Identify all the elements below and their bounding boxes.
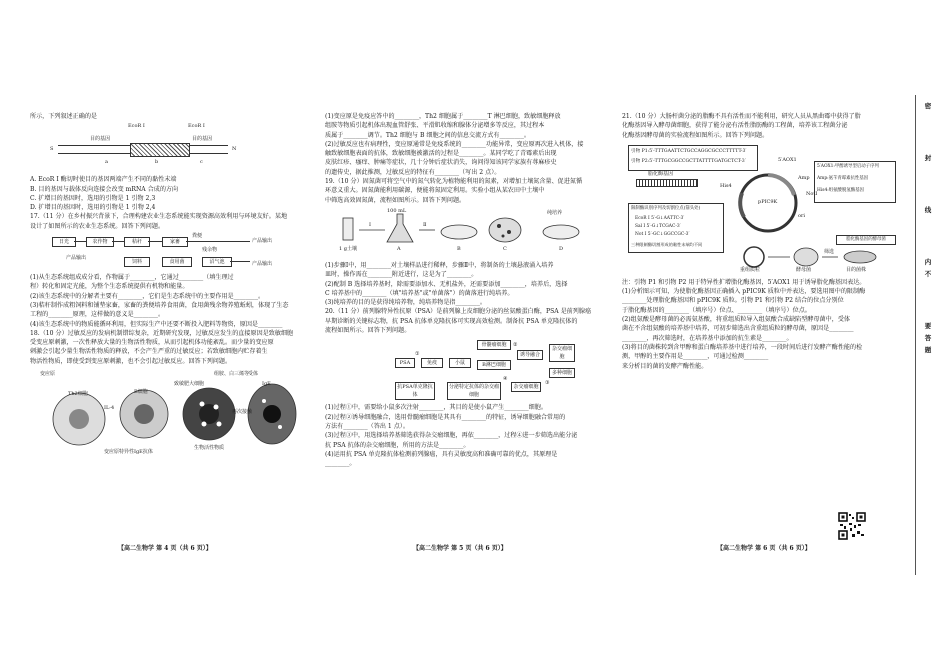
fig16-label-a: a [105,159,108,166]
q21-sub-3: (3)将目的菌株转到含甲醇和蛋白酶培养基中进行培养，一段时间后进行发酵产酶性能的检 [622,343,863,351]
q21-sub-2: (2)组氨酸是酵母菌的必需氨基酸，将重组质粒导入组氨酸合成缺陷型酵母菌中，受体 [622,316,851,324]
seal-char-1: 密 [924,102,932,110]
q17-sub-1: (1)从生态系统组成成分看，作物属于________，它通过________（填生理过 [30,274,234,282]
fig18-label-reexposure: 再次接触 [232,409,253,416]
fig19-label-pure: 纯培养 [547,209,563,216]
figure-16-gene-diagram [50,123,240,173]
q21-sub-2b: 菌在不含组氨酸的培养基中培养，可初步筛选出含重组质粒的酵母菌，原因是________ [622,325,854,333]
q21-sub-3b: 测，甲醇的主要作用是________，可通过检测________ [622,353,769,361]
fig17-box-straw: 秸秆 [124,237,150,247]
q18-sub-2d: 的遗传史，据此推测，过敏反应的特征有________（写出 2 点）。 [325,168,501,176]
fig20-box-immunize: 免疫 [421,358,443,368]
fig17-box-fungi: 食用菌 [162,257,192,267]
q21-stem-2: 化酶基因导入酵母菌细胞，获得了能分泌有活性脂肪酶的工程菌，培养该工程菌分泌 [622,122,848,130]
q20-sub-1: (1)过程①中，需要给小鼠多次注射________，其目的是使小鼠产生________细胞。 [325,404,547,412]
fig18-label-specific-ige: 变应原特异性IgE抗体 [104,449,153,456]
footer-page-5: 【高二生物学 第 5 页（共 6 页）】 [413,545,507,552]
q21-sub-3c: 来分析目的菌的发酵产酶性能。 [622,362,708,370]
fig21-gene-bar [636,179,698,187]
q18-sub-1c: 质属于________调节。Th2 细胞与 B 细胞之间的信息交流方式有________。 [325,131,530,139]
q20-sub-3: (3)过程③中，用选择培养基筛选获得杂交瘤细胞，再依________，过程④进一步筛选出能分泌 [325,432,578,440]
fig21-legend-2: Amp:氨苄青霉素抗性基因 [817,175,869,181]
q19-stem-3: 中筛选高效固氮菌，流程如图所示。回答下列问题。 [325,196,466,204]
fig16-target-gene-box [130,143,190,157]
q18-stem-4: 物活性物质，即使受到变应原刺激，也不会引起过敏反应。回答下列问题。 [30,357,232,365]
fig21-his-label: His4 [720,182,732,189]
footer-page-4: 【高二生物学 第 4 页（共 6 页）】 [118,545,212,552]
q17-sub-4: (4)该生态系统中的物质能循环利用，但实际生产中还要不断投入肥料等物资，原因是________ [30,320,283,328]
q21-sub-1: (1)分析图示可知，为使脂化酶基因正确插入 pPIC9K 质粒中并表达，要选用图中的限制酶 [622,288,866,296]
seal-char-8: 题 [924,346,932,354]
fig21-note: 三种限制酶切割形成的黏性末端均不同 [631,241,703,247]
fig19-label-step2: Ⅱ [423,221,427,228]
seal-char-3: 线 [924,206,932,214]
fig18-label-receptor: 受体 [248,371,259,378]
q21-stem-1: 21.（10 分）大肠杆菌分泌的脂酶不具有活性而不能利用，研究人员从黑曲霉中获得了脂 [622,113,861,120]
q20-stem-3: 流程如图所示。回答下列问题。 [325,327,411,335]
binding-line [915,95,916,575]
seal-char-2: 封 [924,154,932,162]
fig17-output-2: 产品输出 [66,255,87,262]
q18-sub-2: (2)过敏反应也有病理性，变应原通常是免疫系统的________功能异常，变应原再次进入机体，接 [325,140,584,148]
fig16-label-s: S [50,146,54,153]
seal-char-4: 内 [924,258,932,266]
figure-19-isolation-flow [335,208,595,258]
fig20-box-mab: 抗PSA单克隆抗体 [395,382,435,400]
fig17-output-1: 产品输出 [252,238,273,245]
fig19-label-a: A [397,245,401,252]
fig21-restriction-box [628,203,724,253]
fig20-box-mouse: 小鼠 [449,358,471,368]
q17-stem-2: 设计了如图所示的农业生态系统。回答下列问题。 [30,222,165,230]
q20-sub-2b: 方法有________（答出 1 点）。 [325,422,409,430]
fig21-screen2-box: 脂化酶基因的酵母菌 [836,235,896,245]
q21-sub-1b: ________处理脂化酶基因和 pPIC9K 质粒。引物 P1 和引物 P2 结合的位点分别位 [622,297,844,305]
fig17-box-feed: 饲料 [124,257,150,267]
figure-18-allergy [34,369,304,457]
q17-sub-1b: 程）转化和固定光能，为整个生态系统提供有机物和能量。 [30,283,189,291]
fig18-label-il4: IL-4 [104,405,115,412]
fig17-box-biogas: 沼气池 [202,257,232,267]
fig21-primer-p2: 引物 P2:5′-TTTGCGGCCGCTTATTTTGATGCTCT-3′ [631,158,746,164]
exam-sheet [22,112,907,568]
fig17-output-3: 产品输出 [252,261,273,268]
q21-sub-2c: ________，再次筛选时，在培养基中添加的抗生素是________。 [622,334,793,342]
fig20-box-specific-hybridoma: 分泌特定抗体的杂交瘤细胞 [448,384,499,399]
q16-option-a: A. EcoR Ⅰ 酶切时使目的基因两端产生不同的黏性末端 [30,176,177,184]
qr-code-icon [838,512,866,540]
fig16-gene-label2: 目的基因 [192,136,213,143]
fig19-label-c: C [503,245,507,252]
fig21-recombinant-label: 重组质粒 [740,266,761,273]
q17-sub-2: (2)该生态系统中的分解者主要有________，它们是生态系统中的主要作用是________。 [30,292,265,300]
fig18-label-b-cell: B细胞 [134,389,148,396]
q19-stem-1: 19.（10 分）固氮菌可将空气中的氮气转化为植物能利用的氮素，对增加土壤氮含量、促进氮循 [325,178,583,186]
fig21-screen-label: 筛选 [824,248,835,255]
fig19-label-b: B [457,245,461,252]
fig21-legend-3: His4:组氨酸脱氢酶基因 [817,187,864,193]
q19-sub-2b: C 培养基中的________（填"培养基"或"单菌落"）的菌落进行纯培养。 [325,289,514,297]
footer-page-6: 【高二生物学 第 6 页（共 6 页）】 [717,545,811,552]
fig20-step-1: ① [415,351,420,358]
fig16-label-b: b [155,159,159,166]
q16-option-b: B. 目的基因与载体反向连接会改变 mRNA 合成的方向 [30,185,179,193]
q17-stem-1: 17.（11 分）在乡村振兴背景下，合理构建农业生态系统能实现资源高效利用与环境友好。某地 [30,213,288,221]
fig17-arrow-4 [186,241,250,242]
fig21-legend-1: 5′AOX1:甲醇诱导型启动子序列 [817,163,879,169]
q19-sub-2: (2)配制 B 选择培养基时，除需要添加水、无机盐外，还需要添加________，培养后，选择 [325,280,568,288]
fig21-aox-label: 5′AOX1 [778,156,797,163]
q17-sub-3b: 工程的________原理，这样做的意义是________。 [30,311,165,319]
fig16-gene-label1: 目的基因 [90,136,111,143]
q19-sub-3: (3)纯培养的目的是获得纯培养物，纯培养物是指________。 [325,299,486,307]
fig19-label-step1: Ⅰ [369,221,371,228]
q18-stem-3: 刺激会引起少量生物活性物质的释放，不会产生严重的过敏反应；若致敏细胞内贮存着生 [30,348,268,356]
q20-sub-4: (4)运用抗 PSA 单克隆抗体检测前列腺癌，具有灵敏度高和准确可靠的优点，其原理是 [325,450,558,458]
fig18-label-ige: IgE [262,381,271,388]
fig21-goal-label: 目的菌株 [846,266,867,273]
q18-stem-2: 受变应原刺激，一次性释放大量的生物活性物质，从而引起机体功能紊乱。而少量的变应原 [30,339,274,347]
fig18-label-allergen: 变应原 [40,371,56,378]
fig18-label-mast-cell: 致敏肥大细胞 [174,381,205,388]
fig20-box-psa: PSA [395,358,415,368]
column-page-6 [622,112,904,568]
fig21-legend-box [814,161,896,203]
fig21-recog-title: 限制酶识别序列及切割位点(箭头处) [631,205,701,211]
seal-char-5: 不 [924,270,932,278]
fig20-step-3: ③ [545,380,550,387]
column-page-4 [30,112,306,568]
fig21-plasmid-label: pPIC9K [758,198,778,205]
q16-intro: 所示，下列叙述正确的是 [30,113,98,120]
fig20-box-many-cells: 多种细胞 [549,368,575,378]
q20-sub-4b: ________。 [325,460,356,468]
fig21-not-label: NotⅠ [806,190,818,197]
column-page-5 [325,112,603,568]
seal-char-6: 要 [924,322,932,330]
q20-sub-3b: 抗 PSA 抗体的杂交瘤细胞，所用的方法是________。 [325,441,470,449]
q16-option-c: C. 扩增目的基因时，选用的引物是 1 引物 2,3 [30,194,156,202]
q18-stem-1: 18.（10 分）过敏反应的发病机制错综复杂，近期研究发现，过敏反应发生的直接原因是致敏细胞 [30,329,294,337]
fig17-arrow-1 [74,241,86,242]
fig17-box-crop: 农作物 [86,237,114,247]
fig21-gene-label: 脂化酶基因 [648,170,674,177]
seal-char-7: 答 [924,334,932,342]
fig18-label-th2: Th2细胞 [68,391,88,398]
fig16-enzyme1: EcoR Ⅰ [128,123,145,130]
fig20-box-fusion: 诱导融合 [517,350,543,360]
fig21-amp-label: Amp [798,174,810,181]
fig16-enzyme2: EcoR Ⅰ [188,123,205,130]
fig19-label-volume: 100 mL [387,207,407,214]
figure-21-plasmid-construction [628,143,898,275]
fig17-arrow-2 [112,241,124,242]
fig16-label-n: N [232,146,237,153]
fig20-box-hybridoma: 杂交瘤细胞 [549,344,575,362]
q18-sub-1b: 组胺等物质引起机体出现血管舒张、平滑肌收缩和腺体分泌增多等反应，其过程本 [325,122,545,130]
fig18-label-active-substance: 生物活性物质 [194,445,225,452]
figure-17-eco-system [52,233,292,271]
fig21-ori-label: ori [798,212,805,219]
fig17-arrow-5 [230,261,250,262]
fig21-yeast-flow [740,243,890,275]
fig18-label-histamine: 组胺、白三烯等 [214,371,250,378]
fig20-box-myeloma: 骨髓瘤细胞 [477,340,511,350]
q17-sub-3: (3)秸秆制作成粗饲料和铺垫家畜，家畜的粪便培养食用菌，食用菌残余物养殖蚯蚓，体现了生态 [30,301,289,309]
fig19-label-soil: 1 g土壤 [339,245,357,252]
q18-sub-2c: 皮肤红疹、瘙痒、肿痛等症状，几十分钟后症状消失，询问得知该同学家族有荨麻疹史 [325,159,557,167]
fig17-box-sunlight: 日光 [52,237,76,247]
q20-stem-2: 早期诊断的关键标志物，抗 PSA 抗体单克隆抗体可实现高效检测。制备抗 PSA 单克隆抗体的 [325,317,578,325]
fig21-ecori: EcoR Ⅰ 5′-G↓AATTC-3′ [635,215,685,221]
fig17-residue: 残余物 [202,247,218,254]
q19-stem-2: 环意义重大。固氮菌能利用碳源，便能将氮固定利用。实验小组从某农田中土壤中 [325,187,545,195]
q18-sub-2b: 触致敏细胞表面的抗体，致敏细胞被激活的过程是________。某同学吃了青霉素后出现 [325,150,557,158]
fig17-manure: 粪便 [192,233,203,240]
q16-option-d: D. 扩增目的基因时，选用的引物是 1 引物 2,4 [30,204,156,212]
fig20-step-4: ④ [503,376,508,383]
q19-sub-1: (1)步骤Ⅰ中，用________对土壤样品进行稀释，步骤Ⅱ中，将制备的土壤悬液涌入培养 [325,261,554,269]
fig21-sali: Sal Ⅰ 5′-G↓TCGAC-3′ [635,223,681,229]
figure-20-antibody-flow [395,338,575,400]
fig20-box-b-cell: B淋巴细胞 [477,360,511,370]
fig16-label-c: c [200,159,203,166]
seal-line-band [922,100,934,570]
fig21-noti: Not Ⅰ 5′-GC↓GGCCGC-3′ [635,231,690,237]
fig17-box-livestock: 家畜 [162,237,188,247]
fig17-arrow-3 [148,241,162,242]
fig19-label-d: D [559,245,564,252]
q20-stem-1: 20.（11 分）前列腺特异性抗原（PSA）是前列腺上皮细胞分泌的丝氨酸蛋白酶，PSA 是前列腺癌 [325,308,592,316]
fig21-primer-p1: 引物 P1:5′-TTTGAATTCTGCCAGGCGCCCTTTTT-3′ [631,148,747,154]
fig20-step-2: ② [513,342,518,349]
fig20-box-hybridoma2: 杂交瘤细胞 [511,382,541,392]
q21-caption: 注：引物 P1 和引物 P2 用于特异性扩增脂化酶基因，5′AOX1 用于诱导脂化酶基因表达。 [622,278,866,286]
q18-sub-1: (1)变应原是免疫应答中的________，Th2 细胞属于________T 淋巴细胞，致敏细胞释放 [325,113,561,120]
q21-sub-1c: 于脂化酶基因的________（填序号）位点、________（填序号）位点。 [622,306,811,314]
q19-sub-1b: 皿时，操作需在________附近进行，这是为了________。 [325,271,478,279]
q21-stem-3: 化酶基因酵母菌的实验流程如图所示。回答下列问题。 [622,131,769,139]
q20-sub-2: (2)过程②诱导细胞融合，选用骨髓瘤细胞是其具有________的特征，诱导细胞融合常用的 [325,413,566,421]
fig21-yeast-label: 酵母菌 [796,266,812,273]
